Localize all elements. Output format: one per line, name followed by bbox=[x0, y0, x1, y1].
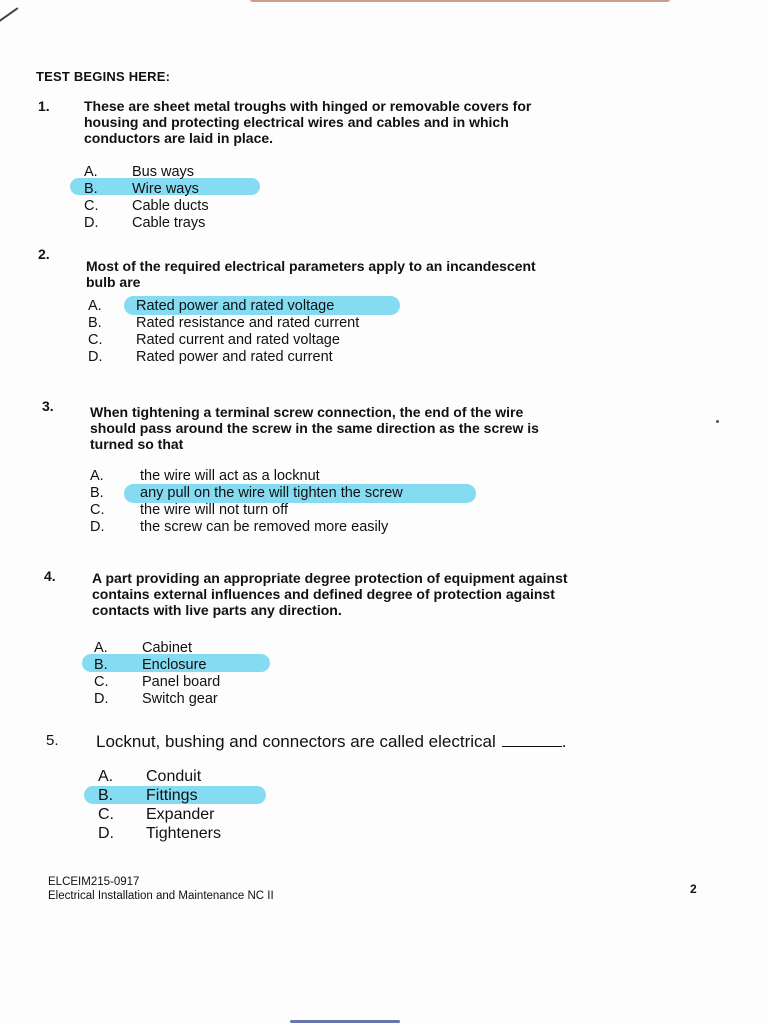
question-number: 5. bbox=[46, 732, 59, 749]
choice-a: A. Cabinet bbox=[94, 640, 192, 656]
question-number: 4. bbox=[44, 568, 56, 584]
choice-list bbox=[88, 298, 448, 366]
question-line: These are sheet metal troughs with hinged or removable covers for bbox=[84, 98, 532, 114]
page-edge-mark bbox=[250, 0, 670, 2]
choice-d: D. Rated power and rated current bbox=[88, 349, 333, 365]
question-line: contains external influences and defined degree of protection against bbox=[92, 586, 555, 602]
choice-a: A. the wire will act as a locknut bbox=[90, 468, 320, 484]
footer-code: ELCEIM215-0917 bbox=[48, 876, 140, 888]
corner-mark bbox=[0, 7, 18, 22]
choice-b: B. Enclosure bbox=[94, 657, 207, 673]
choice-c: C. Panel board bbox=[94, 674, 221, 690]
choice-b: B. any pull on the wire will tighten the screw bbox=[90, 485, 403, 501]
question-text bbox=[90, 404, 646, 452]
choice-list bbox=[84, 164, 384, 232]
question-text bbox=[86, 258, 646, 290]
question-number: 3. bbox=[42, 398, 54, 414]
question-line: should pass around the screw in the same direction as the screw is bbox=[90, 420, 539, 436]
choice-list bbox=[98, 768, 398, 844]
question-text bbox=[96, 732, 696, 752]
choice-a: A. Conduit bbox=[98, 768, 202, 785]
choice-d: D. Switch gear bbox=[94, 691, 218, 707]
question-line: conductors are laid in place. bbox=[84, 130, 274, 146]
question-line: Locknut, bushing and connectors are called electrical bbox=[96, 732, 496, 751]
question-number: 2. bbox=[38, 246, 50, 262]
question-4 bbox=[44, 568, 704, 718]
question-2 bbox=[38, 246, 678, 376]
speck bbox=[716, 420, 719, 423]
question-line: contacts with live parts any direction. bbox=[92, 602, 342, 618]
choice-a: A. Rated power and rated voltage bbox=[88, 298, 335, 314]
choice-c: C. Cable ducts bbox=[84, 198, 209, 214]
question-text bbox=[92, 570, 688, 618]
question-line: When tightening a terminal screw connection, the end of the wire bbox=[90, 404, 524, 420]
page-edge-mark bbox=[290, 1020, 400, 1023]
choice-c: C. Expander bbox=[98, 806, 215, 823]
choice-d: D. Tighteners bbox=[98, 825, 221, 842]
choice-list bbox=[94, 640, 394, 708]
question-line: turned so that bbox=[90, 436, 184, 452]
choice-b: B. Wire ways bbox=[84, 181, 199, 197]
question-number: 1. bbox=[38, 98, 50, 114]
choice-d: D. Cable trays bbox=[84, 215, 206, 231]
footer-title: Electrical Installation and Maintenance NC II bbox=[48, 890, 274, 902]
page-number: 2 bbox=[690, 882, 697, 896]
choice-c: C. Rated current and rated voltage bbox=[88, 332, 340, 348]
question-line: bulb are bbox=[86, 274, 141, 290]
choice-c: C. the wire will not turn off bbox=[90, 502, 289, 518]
question-3 bbox=[42, 398, 682, 543]
fill-in-blank bbox=[502, 732, 562, 747]
question-1 bbox=[36, 98, 676, 243]
question-text bbox=[84, 98, 660, 146]
question-5 bbox=[46, 732, 706, 852]
choice-b: B. Rated resistance and rated current bbox=[88, 315, 360, 331]
question-line: A part providing an appropriate degree protection of equipment against bbox=[92, 570, 568, 586]
question-line: housing and protecting electrical wires and cables and in which bbox=[84, 114, 509, 130]
choice-list bbox=[90, 468, 490, 536]
test-header: TEST BEGINS HERE: bbox=[36, 69, 171, 84]
question-line: Most of the required electrical parameters apply to an incandescent bbox=[86, 258, 536, 274]
choice-d: D. the screw can be removed more easily bbox=[90, 519, 389, 535]
choice-a: A. Bus ways bbox=[84, 164, 195, 180]
question-trailing: . bbox=[561, 732, 567, 751]
choice-b: B. Fittings bbox=[98, 787, 198, 804]
